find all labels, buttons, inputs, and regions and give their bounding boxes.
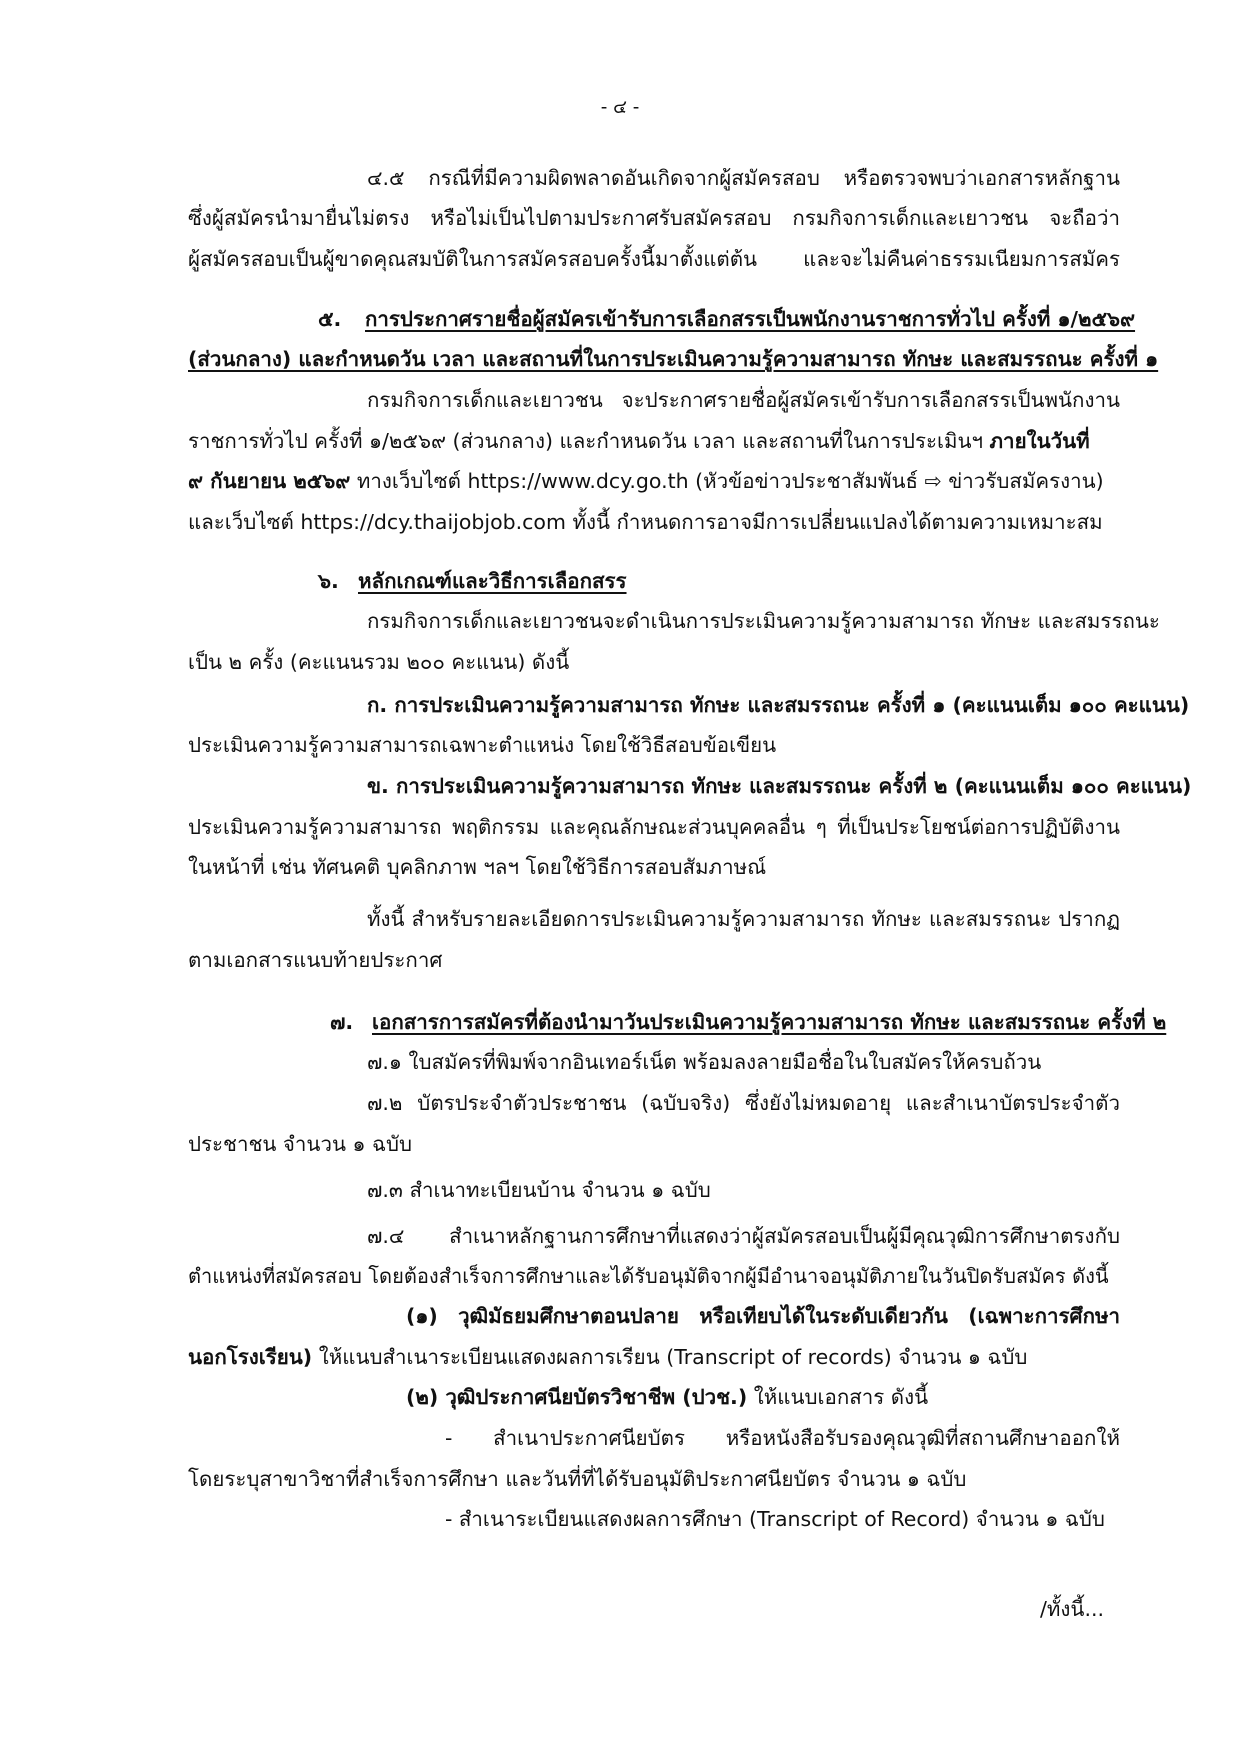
s4-5-line-1: ๔.๕ กรณีที่มีความผิดพลาดอันเกิดจากผู้สมัครสอบ หรือตรวจพบว่าเอกสารหลักฐาน [367, 166, 1120, 190]
s6-b-heading: ข. การประเมินความรู้ความสามารถ ทักษะ และสมรรถนะ ครั้งที่ ๒ (คะแนนเต็ม ๑๐๐ คะแนน) [367, 774, 1192, 798]
s5-para-line-1: กรมกิจการเด็กและเยาวชน จะประกาศรายชื่อผู้สมัครเข้ารับการเลือกสรรเป็นพนักงาน [367, 388, 1120, 412]
s7-item-2-line-1: ๗.๒ บัตรประจำตัวประชาชน (ฉบับจริง) ซึ่งยังไม่หมดอายุ และสำเนาบัตรประจำตัว [367, 1091, 1120, 1115]
s5-para-line-3 [188, 471, 1104, 492]
continuation-text: /ทั้งนี้... [1040, 1597, 1104, 1621]
s6-a-heading: ก. การประเมินความรู้ความสามารถ ทักษะ และสมรรถนะ ครั้งที่ ๑ (คะแนนเต็ม ๑๐๐ คะแนน) [367, 693, 1190, 717]
s7-item-4-line-1: ๗.๔ สำเนาหลักฐานการศึกษาที่แสดงว่าผู้สมัครสอบเป็นผู้มีคุณวุฒิการศึกษาตรงกับ [367, 1224, 1120, 1248]
s4-5-line-3: ผู้สมัครสอบเป็นผู้ขาดคุณสมบัติในการสมัครสอบครั้งนี้มาตั้งแต่ต้น และจะไม่คืนค่าธรรมเนียมการสมัคร [188, 247, 1120, 271]
s5-para-line-4: และเว็บไซต์ https://dcy.thaijobjob.com ทั้งนี้ กำหนดการอาจมีการเปลี่ยนแปลงได้ตามความเหมาะสม [188, 510, 1103, 534]
s7-item-2-line-2: ประชาชน จำนวน ๑ ฉบับ [188, 1132, 412, 1156]
s7-doc-2: - สำเนาระเบียนแสดงผลการศึกษา (Transcript of Record) จำนวน ๑ ฉบับ [445, 1507, 1105, 1531]
s6-para-line-2: เป็น ๒ ครั้ง (คะแนนรวม ๒๐๐ คะแนน) ดังนี้ [188, 650, 570, 674]
s5-number: ๕. [318, 307, 342, 331]
s7-qualification-2: (๒) วุฒิประกาศนียบัตรวิชาชีพ (ปวช.) ให้แนบเอกสาร ดังนี้ [406, 1385, 929, 1409]
s7-item-3: ๗.๓ สำเนาทะเบียนบ้าน จำนวน ๑ ฉบับ [367, 1178, 711, 1202]
s6-heading: หลักเกณฑ์และวิธีการเลือกสรร [358, 569, 627, 593]
s4-5-line-2: ซึ่งผู้สมัครนำมายื่นไม่ตรง หรือไม่เป็นไปตามประกาศรับสมัครสอบ กรมกิจการเด็กและเยาวชน จะถือว่า [188, 206, 1120, 230]
s7-heading: เอกสารการสมัครที่ต้องนำมาวันประเมินความรู้ความสามารถ ทักษะ และสมรรถนะ ครั้งที่ ๒ [372, 1010, 1167, 1034]
s5-heading-line-1: การประกาศรายชื่อผู้สมัครเข้ารับการเลือกสรรเป็นพนักงานราชการทั่วไป ครั้งที่ ๑/๒๕๖๙ [365, 307, 1136, 331]
s5-para-line-2: ราชการทั่วไป ครั้งที่ ๑/๒๕๖๙ (ส่วนกลาง) และกำหนดวัน เวลา และสถานที่ในการประเมินฯ ภายในวันที่ [188, 429, 1090, 453]
s6-b-text-line-1: ประเมินความรู้ความสามารถ พฤติกรรม และคุณลักษณะส่วนบุคคลอื่น ๆ ที่เป็นประโยชน์ต่อการปฏิบัติงาน [188, 815, 1120, 839]
s6-note-line-1: ทั้งนี้ สำหรับรายละเอียดการประเมินความรู้ความสามารถ ทักษะ และสมรรถนะ ปรากฏ [367, 907, 1120, 931]
s6-b-text-line-2: ในหน้าที่ เช่น ทัศนคติ บุคลิกภาพ ฯลฯ โดยใช้วิธีการสอบสัมภาษณ์ [188, 855, 767, 879]
s5-website-text: ทางเว็บไซต์ https://www.dcy.go.th (หัวข้อข่าวประชาสัมพันธ์ ⇨ ข่าวรับสมัครงาน) [356, 469, 1104, 493]
s7-number: ๗. [330, 1010, 354, 1034]
s5-deadline-date: ๙ กันยายน ๒๕๖๙ [188, 469, 351, 493]
s6-a-text: ประเมินความรู้ความสามารถเฉพาะตำแหน่ง โดยใช้วิธีสอบข้อเขียน [188, 733, 777, 757]
s7-item-1: ๗.๑ ใบสมัครที่พิมพ์จากอินเทอร์เน็ต พร้อมลงลายมือชื่อในใบสมัครให้ครบถ้วน [367, 1050, 1042, 1074]
s5-heading-line-2: (ส่วนกลาง) และกำหนดวัน เวลา และสถานที่ในการประเมินความรู้ความสามารถ ทักษะ และสมรรถนะ ครั้งที่ ๑ [188, 347, 1159, 371]
s7-qualification-1-line-2: นอกโรงเรียน) ให้แนบสำเนาระเบียนแสดงผลการเรียน (Transcript of records) จำนวน ๑ ฉบับ [188, 1345, 1028, 1369]
s6-note-line-2: ตามเอกสารแนบท้ายประกาศ [188, 948, 443, 972]
s6-number: ๖. [318, 569, 339, 593]
s7-doc-1-line-1: - สำเนาประกาศนียบัตร หรือหนังสือรับรองคุณวุฒิที่สถานศึกษาออกให้ [445, 1426, 1120, 1450]
s5-deadline-label: ภายในวันที่ [989, 429, 1090, 453]
s7-item-4-line-2: ตำแหน่งที่สมัครสอบ โดยต้องสำเร็จการศึกษาและได้รับอนุมัติจากผู้มีอำนาจอนุมัติภายในวันปิดรับสมัคร ดังนี้ [188, 1264, 1109, 1288]
s7-qualification-1-heading: (๑) วุฒิมัธยมศึกษาตอนปลาย หรือเทียบได้ในระดับเดียวกัน (เฉพาะการศึกษา [406, 1304, 1120, 1328]
page-number: - ๔ - [600, 97, 640, 118]
s6-para-line-1: กรมกิจการเด็กและเยาวชนจะดำเนินการประเมินความรู้ความสามารถ ทักษะ และสมรรถนะ [367, 609, 1160, 633]
s7-doc-1-line-2: โดยระบุสาขาวิชาที่สำเร็จการศึกษา และวันที่ที่ได้รับอนุมัติประกาศนียบัตร จำนวน ๑ ฉบับ [188, 1467, 967, 1491]
